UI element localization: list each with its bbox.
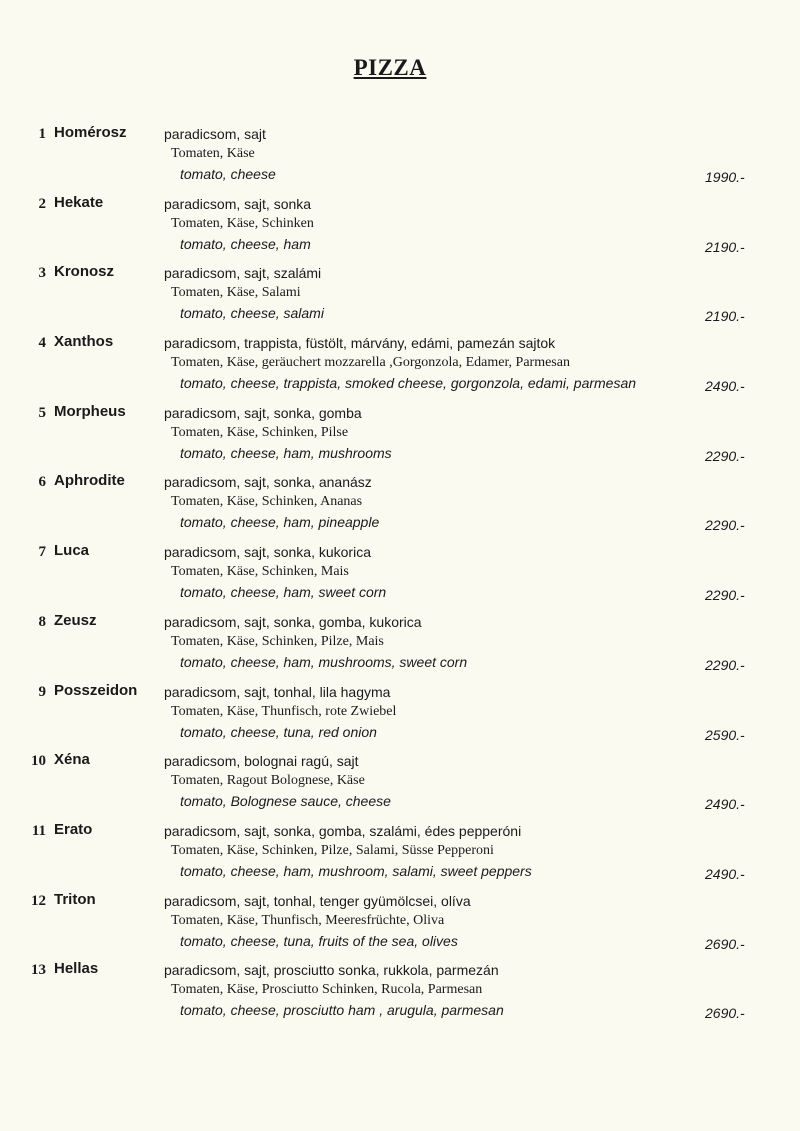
item-description-hungarian: paradicsom, trappista, füstölt, márvány, edámi, pamezán sajtok	[164, 335, 556, 352]
item-name: Xanthos	[54, 333, 114, 351]
item-number: 13	[31, 962, 46, 979]
item-description-english: tomato, cheese, salami	[180, 305, 324, 322]
item-number: 3	[38, 265, 46, 282]
item-description-german: Tomaten, Käse, Schinken, Mais	[171, 564, 349, 580]
menu-item	[0, 960, 800, 1030]
item-description-english: tomato, Bolognese sauce, cheese	[180, 793, 391, 810]
item-description-hungarian: paradicsom, sajt, sonka, gomba, kukorica	[164, 613, 422, 630]
item-price: 2290.-	[705, 447, 745, 464]
menu-item	[0, 472, 800, 542]
item-description-german: Tomaten, Käse, Schinken, Pilse	[171, 424, 349, 440]
menu-item	[0, 403, 800, 473]
item-description-german: Tomaten, Käse, geräuchert mozzarella ,Gorgonzola, Edamer, Parmesan	[171, 355, 570, 371]
menu-item	[0, 682, 800, 752]
item-description-english: tomato, cheese	[180, 166, 276, 182]
item-description-hungarian: paradicsom, sajt, tonhal, lila hagyma	[164, 683, 391, 700]
menu-item	[0, 891, 800, 961]
item-description-english: tomato, cheese, ham, pineapple	[180, 514, 380, 531]
item-price: 2290.-	[705, 587, 745, 604]
item-description-english: tomato, cheese, tuna, red onion	[180, 723, 377, 740]
item-name: Hekate	[54, 193, 104, 211]
item-description-german: Tomaten, Käse, Schinken, Ananas	[171, 494, 363, 510]
item-number: 8	[38, 613, 46, 630]
item-description-german: Tomaten, Käse, Prosciutto Schinken, Rucola, Parmesan	[171, 982, 483, 998]
menu-item	[0, 542, 800, 612]
item-number: 6	[38, 474, 46, 491]
item-description-german: Tomaten, Käse, Salami	[171, 285, 301, 301]
item-number: 2	[38, 195, 46, 212]
item-number: 7	[38, 544, 46, 561]
item-number: 12	[31, 892, 46, 909]
item-name: Zeusz	[54, 611, 97, 629]
item-number: 4	[38, 335, 46, 352]
menu-item	[0, 333, 800, 403]
item-description-hungarian: paradicsom, sajt, sonka	[164, 195, 312, 212]
item-name: Posszeidon	[54, 681, 138, 699]
item-description-english: tomato, cheese, trappista, smoked cheese, gorgonzola, edami, parmesan	[180, 375, 637, 392]
item-description-german: Tomaten, Käse, Schinken	[171, 215, 314, 231]
item-description-german: Tomaten, Käse, Thunfisch, Meeresfrüchte, Oliva	[171, 912, 445, 928]
item-description-german: Tomaten, Käse, Thunfisch, rote Zwiebel	[171, 703, 397, 719]
item-description-german: Tomaten, Käse	[171, 146, 255, 161]
item-description-hungarian: paradicsom, sajt, tonhal, tenger gyümölcsei, olíva	[164, 892, 471, 909]
item-price: 2190.-	[705, 308, 745, 325]
item-number: 10	[31, 753, 46, 770]
item-description-hungarian: paradicsom, bolognai ragú, sajt	[164, 753, 359, 770]
item-description-german: Tomaten, Käse, Schinken, Pilze, Mais	[171, 633, 384, 649]
item-price: 1990.-	[705, 169, 745, 185]
item-description-hungarian: paradicsom, sajt, sonka, kukorica	[164, 544, 371, 561]
item-price: 2690.-	[705, 935, 745, 952]
item-price: 2490.-	[705, 796, 745, 813]
item-price: 2690.-	[705, 1005, 745, 1022]
item-name: Homérosz	[54, 124, 127, 141]
item-description-english: tomato, cheese, ham, mushrooms, sweet corn	[180, 653, 468, 670]
item-number: 11	[31, 822, 46, 839]
menu-item	[0, 263, 800, 333]
item-name: Xéna	[54, 751, 90, 769]
menu-item	[0, 821, 800, 891]
item-name: Aphrodite	[54, 472, 125, 490]
item-price: 2590.-	[705, 726, 745, 743]
menu-item	[0, 751, 800, 821]
item-name: Luca	[54, 542, 90, 560]
item-description-hungarian: paradicsom, sajt, szalámi	[164, 265, 322, 282]
item-description-english: tomato, cheese, prosciutto ham , arugula, parmesan	[180, 1002, 504, 1019]
item-name: Kronosz	[54, 263, 114, 281]
item-name: Hellas	[54, 960, 99, 978]
item-description-english: tomato, cheese, ham, mushroom, salami, sweet peppers	[180, 862, 532, 879]
item-description-hungarian: paradicsom, sajt, prosciutto sonka, rukkola, parmezán	[164, 962, 499, 979]
item-description-hungarian: paradicsom, sajt, sonka, ananász	[164, 474, 372, 491]
item-price: 2490.-	[705, 865, 745, 882]
item-price: 2290.-	[705, 656, 745, 673]
item-number: 9	[38, 683, 46, 700]
pizza-menu-list	[0, 124, 800, 1030]
item-name: Erato	[54, 820, 93, 838]
menu-item	[0, 194, 800, 264]
item-description-german: Tomaten, Ragout Bolognese, Käse	[171, 773, 365, 789]
item-name: Triton	[54, 890, 96, 908]
item-price: 2290.-	[705, 517, 745, 534]
item-description-english: tomato, cheese, ham, mushrooms	[180, 444, 392, 461]
item-price: 2490.-	[705, 378, 745, 395]
page-title: PIZZA	[353, 55, 427, 80]
item-price: 2190.-	[705, 238, 745, 255]
menu-item	[0, 612, 800, 682]
item-description-hungarian: paradicsom, sajt, sonka, gomba	[164, 404, 362, 421]
item-description-hungarian: paradicsom, sajt, sonka, gomba, szalámi, édes pepperóni	[164, 822, 522, 839]
item-description-english: tomato, cheese, ham, sweet corn	[180, 584, 387, 601]
item-description-german: Tomaten, Käse, Schinken, Pilze, Salami, Süsse Pepperoni	[171, 842, 494, 858]
item-description-english: tomato, cheese, tuna, fruits of the sea, olives	[180, 932, 458, 949]
item-number: 5	[38, 404, 46, 421]
item-name: Morpheus	[54, 402, 126, 420]
menu-item	[0, 124, 800, 194]
item-number: 1	[38, 126, 46, 142]
item-description-hungarian: paradicsom, sajt	[164, 126, 266, 142]
item-description-english: tomato, cheese, ham	[180, 235, 311, 252]
